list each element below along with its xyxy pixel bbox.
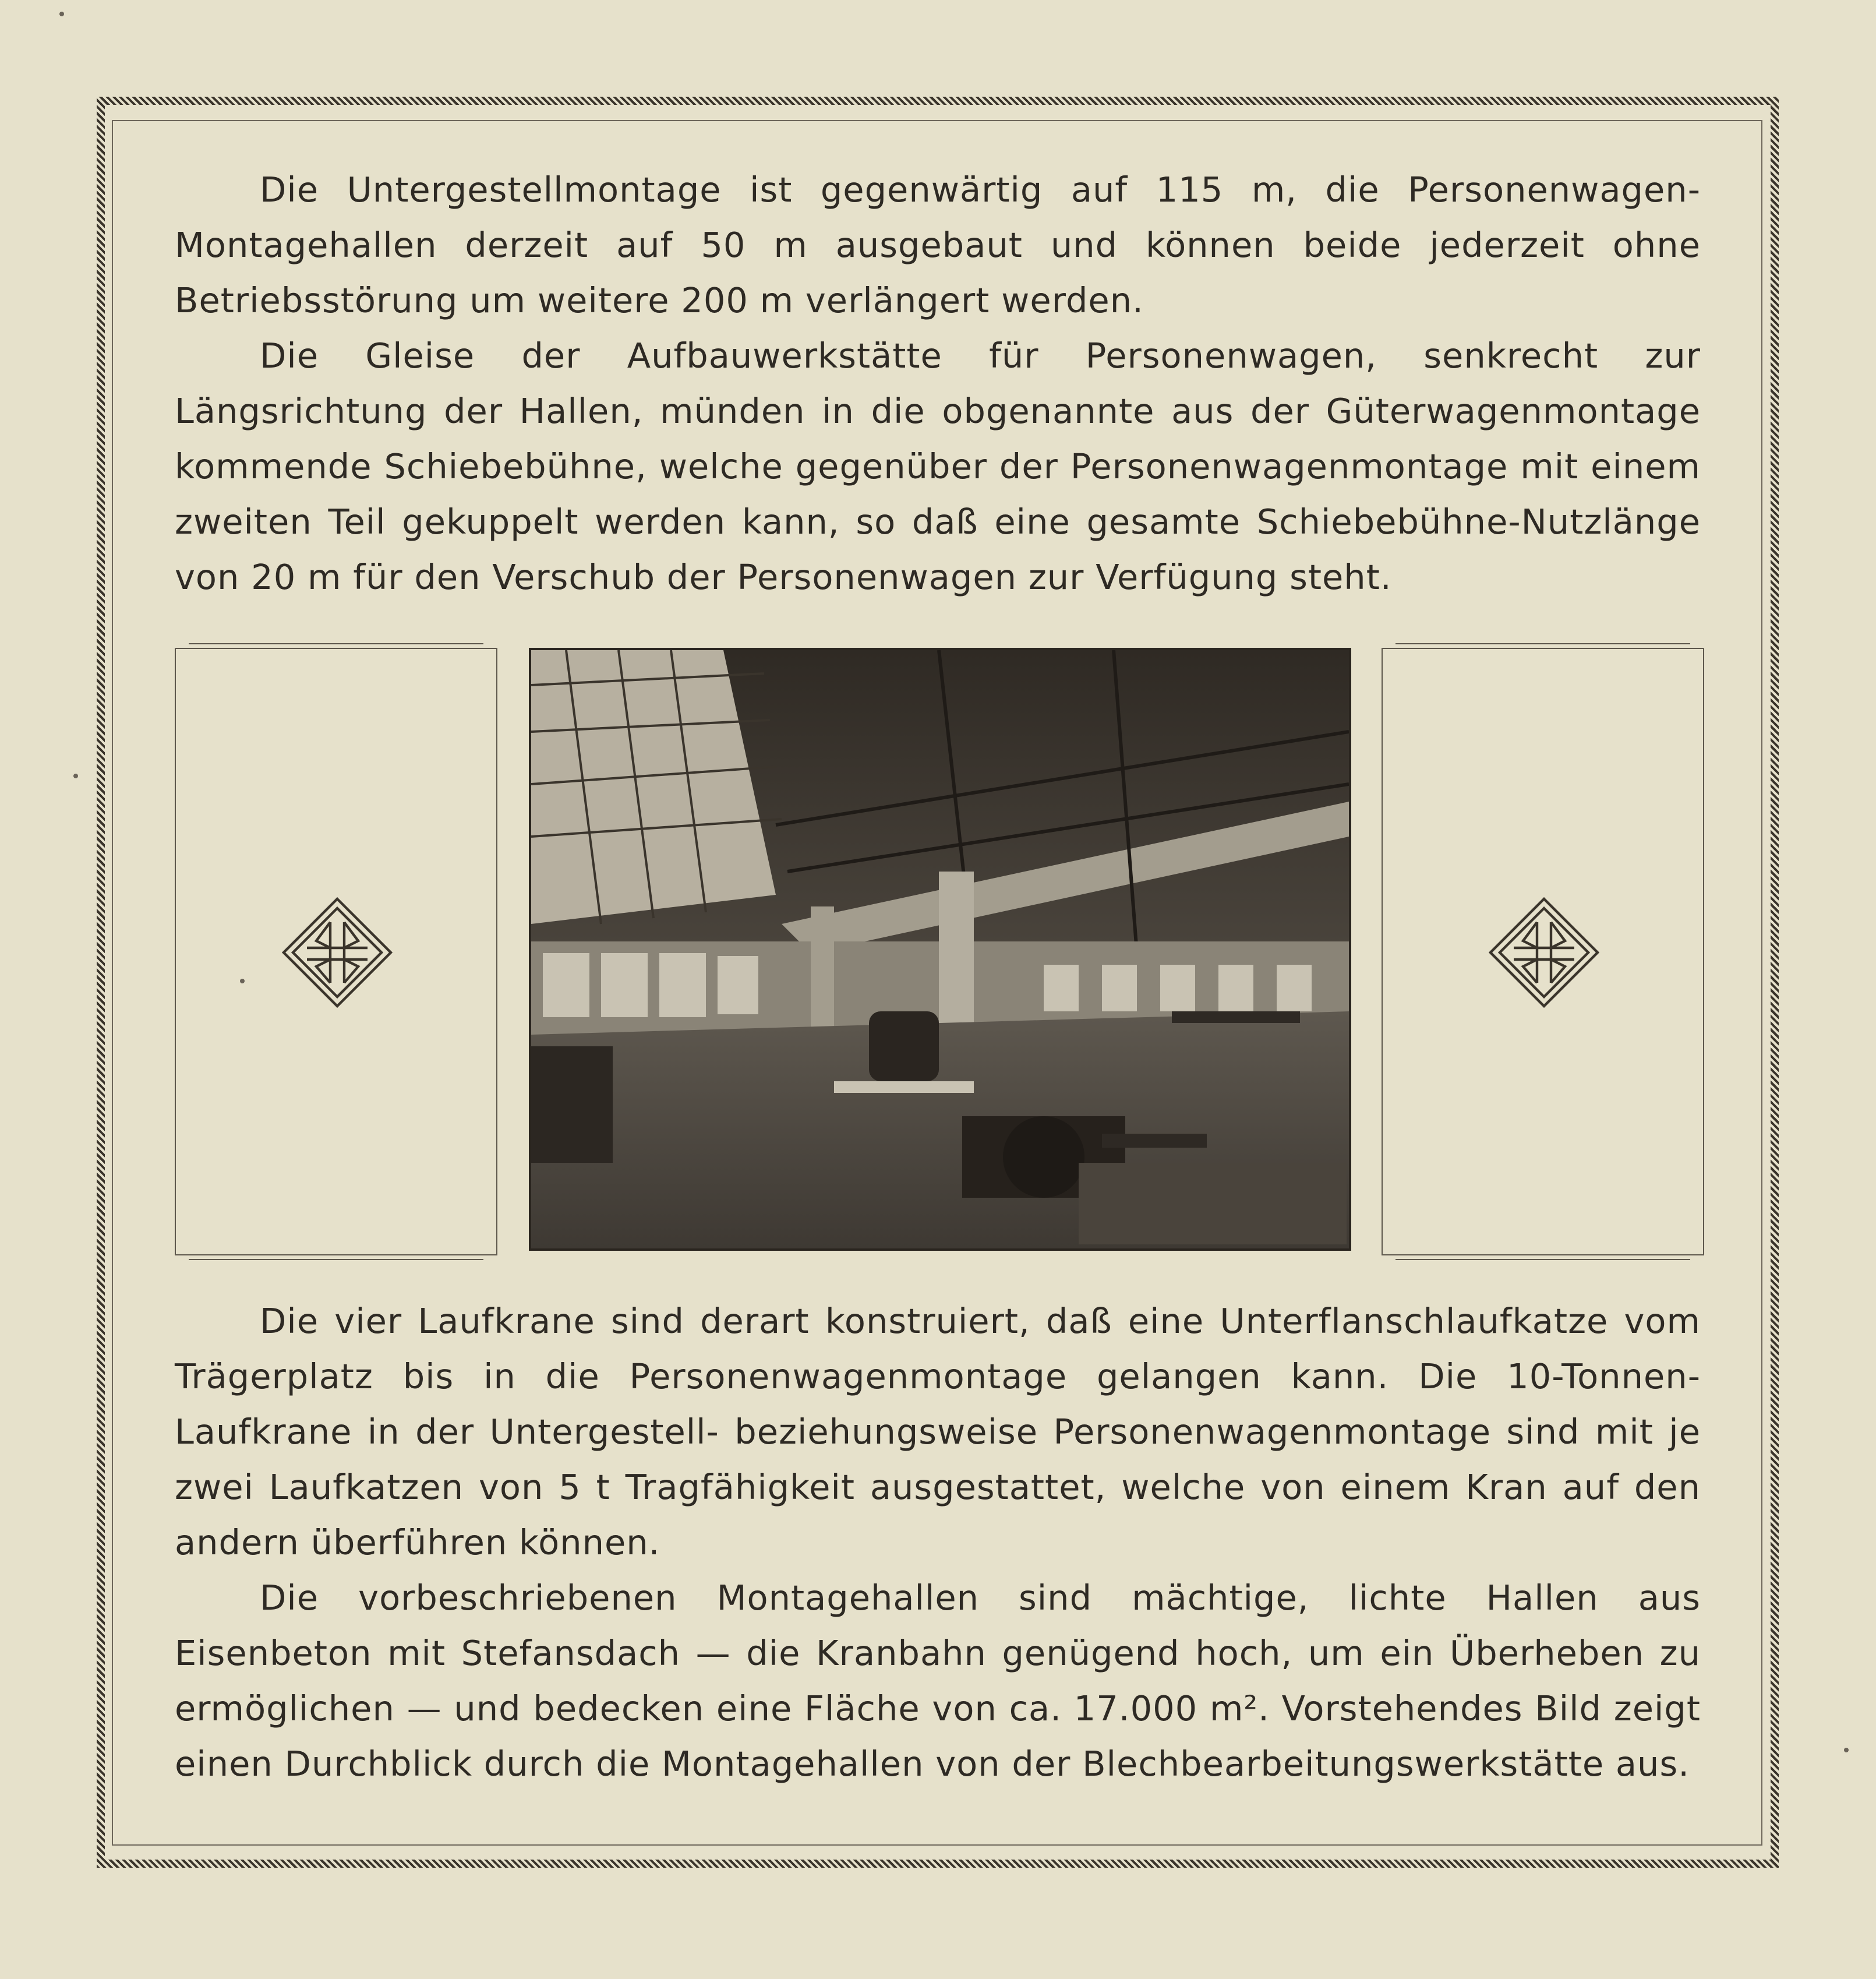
text-block-bottom: [175, 1293, 1701, 1791]
text-block-top: [175, 162, 1701, 605]
paper-speck: [73, 774, 78, 778]
paper-speck: [1844, 1748, 1849, 1752]
paragraph: Die Untergestellmontage ist gegenwärtig auf 115 m, die Personenwagen-Montagehallen derzeit auf 50 m ausgebaut und können beide jederzeit ohne Betriebsstörung um weitere 200 m verlängert werden.: [175, 170, 1701, 320]
factory-hall-photo: [529, 648, 1351, 1251]
right-ornament-panel: [1382, 648, 1704, 1255]
left-ornament-panel: [175, 648, 497, 1255]
paragraph: Die vier Laufkrane sind derart konstruiert, daß eine Unterflanschlaufkatze vom Trägerplatz bis in die Personenwagenmontage gelangen kann. Die 10-Tonnen-Laufkrane in der Untergestell- beziehungsweise Personenwagenmontage sind mit je zwei Laufkatzen von 5 t Tragfähigkeit ausgestattet, welche von einem Kran auf den andern überführen können.: [175, 1301, 1701, 1562]
monogram-emblem-icon: [279, 894, 395, 1011]
paragraph: Die vorbeschriebenen Montagehallen sind mächtige, lichte Hallen aus Eisenbeton mit Stefansdach — die Kranbahn genügend hoch, um ein Überheben zu ermöglichen — und bedecken eine Fläche von ca. 17.000 m². Vorstehendes Bild zeigt einen Durchblick durch die Montagehallen von der Blechbearbeitungswerkstätte aus.: [175, 1578, 1701, 1784]
paper-speck: [59, 12, 64, 16]
monogram-emblem-icon: [1486, 894, 1602, 1011]
paragraph: Die Gleise der Aufbauwerkstätte für Personenwagen, senkrecht zur Längsrichtung der Hallen, münden in die obgenannte aus der Güterwagenmontage kommende Schiebebühne, welche gegenüber der Personenwagenmontage mit einem zweiten Teil gekuppelt werden kann, so daß eine gesamte Schiebebühne-Nutzlänge von 20 m für den Verschub der Personenwagen zur Verfügung steht.: [175, 336, 1701, 597]
